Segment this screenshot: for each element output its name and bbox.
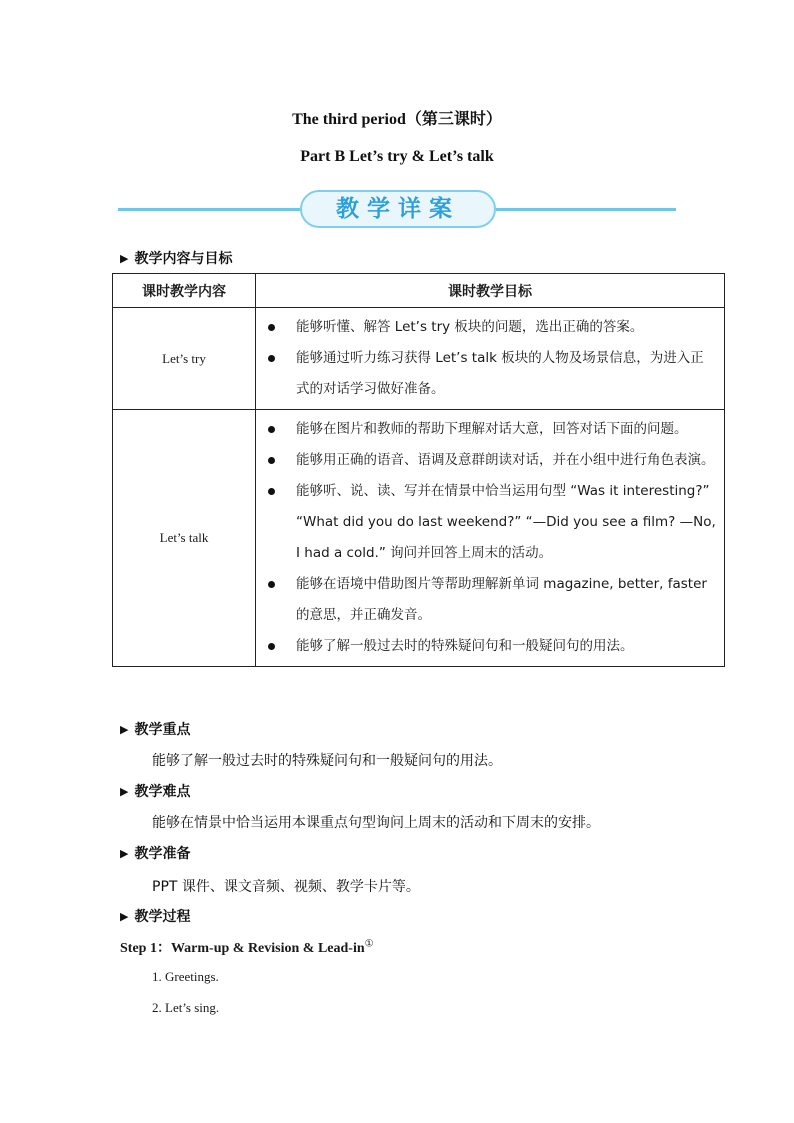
goal-list-item xyxy=(264,476,716,569)
step-heading xyxy=(120,937,374,957)
triangle-bullet-icon: ▶ xyxy=(120,723,129,736)
list-item: 1. Greetings. xyxy=(152,969,219,984)
goal-list-item xyxy=(264,569,716,631)
goal-text: 能够在语境中借助图片等帮助理解新单词 magazine, better, faster 的意思，并正确发音。 xyxy=(296,576,707,623)
banner-divider-left xyxy=(118,208,318,211)
section-label: 教学过程 xyxy=(134,909,191,925)
section-banner xyxy=(118,190,676,230)
goal-text: 能够用正确的语音、语调及意群朗读对话，并在小组中进行角色表演。 xyxy=(296,452,715,468)
section-label: 教学难点 xyxy=(134,784,191,800)
table-row xyxy=(113,410,725,667)
bullet-dot-icon xyxy=(268,457,275,464)
row-content-cell: Let’s try xyxy=(113,308,256,410)
goal-list-item xyxy=(264,414,716,445)
section-heading-process xyxy=(120,906,190,926)
bullet-dot-icon xyxy=(268,426,275,433)
goal-text: 能够听懂、解答 Let’s try 板块的问题，选出正确的答案。 xyxy=(296,319,644,335)
goal-text: 能够通过听力练习获得 Let’s talk 板块的人物及场景信息，为进入正式的对话学习做好准备。 xyxy=(296,350,704,397)
goal-list-item xyxy=(264,312,716,343)
step-title: Step 1：Warm-up & Revision & Lead-in xyxy=(120,941,365,956)
table-header-row xyxy=(113,274,725,308)
triangle-bullet-icon: ▶ xyxy=(120,910,129,923)
table-row xyxy=(113,308,725,410)
row-content-cell: Let’s talk xyxy=(113,410,256,667)
banner-divider-right xyxy=(496,208,676,211)
objectives-table xyxy=(112,273,725,667)
column-header-goals: 课时教学目标 xyxy=(256,274,725,308)
bullet-dot-icon xyxy=(268,643,275,650)
key-points-text: 能够了解一般过去时的特殊疑问句和一般疑问句的用法。 xyxy=(152,753,502,769)
section-label: 教学准备 xyxy=(134,846,191,862)
triangle-bullet-icon: ▶ xyxy=(120,785,129,798)
footnote-marker: ① xyxy=(364,938,374,950)
banner-label: 教学详案 xyxy=(336,196,460,222)
bullet-dot-icon xyxy=(268,324,275,331)
section-label: 教学重点 xyxy=(134,722,191,738)
goal-text: 能够听、说、读、写并在情景中恰当运用句型 “Was it interesting?” “What did you do last weekend?” “—Did you see a film? —No, I had a cold.” 询问并回答上周末的活动。 xyxy=(296,483,716,561)
list-item: 2. Let’s sing. xyxy=(152,1000,220,1015)
column-header-content: 课时教学内容 xyxy=(113,274,256,308)
section-label: 教学内容与目标 xyxy=(134,251,233,267)
difficult-points-text: 能够在情景中恰当运用本课重点句型询问上周末的活动和下周末的安排。 xyxy=(152,815,600,831)
goal-text: 能够在图片和教师的帮助下理解对话大意，回答对话下面的问题。 xyxy=(296,421,688,437)
triangle-bullet-icon: ▶ xyxy=(120,847,129,860)
bullet-dot-icon xyxy=(268,355,275,362)
goal-list-item xyxy=(264,445,716,476)
preparation-text: PPT 课件、课文音频、视频、教学卡片等。 xyxy=(152,879,420,895)
section-heading-key-points xyxy=(120,719,190,739)
section-heading-difficult-points xyxy=(120,781,190,801)
bullet-dot-icon xyxy=(268,488,275,495)
bullet-dot-icon xyxy=(268,581,275,588)
page-subtitle: Part B Let’s try & Let’s talk xyxy=(300,148,494,165)
page-title: The third period（第三课时） xyxy=(292,111,502,128)
banner-pill xyxy=(300,190,496,228)
goal-list-item xyxy=(264,343,716,405)
goal-text: 能够了解一般过去时的特殊疑问句和一般疑问句的用法。 xyxy=(296,638,634,654)
section-heading-content-goals xyxy=(120,248,232,268)
row-goals-cell xyxy=(256,308,725,410)
row-goals-cell xyxy=(256,410,725,667)
triangle-bullet-icon: ▶ xyxy=(120,252,129,265)
goal-list-item xyxy=(264,631,716,662)
section-heading-preparation xyxy=(120,843,190,863)
